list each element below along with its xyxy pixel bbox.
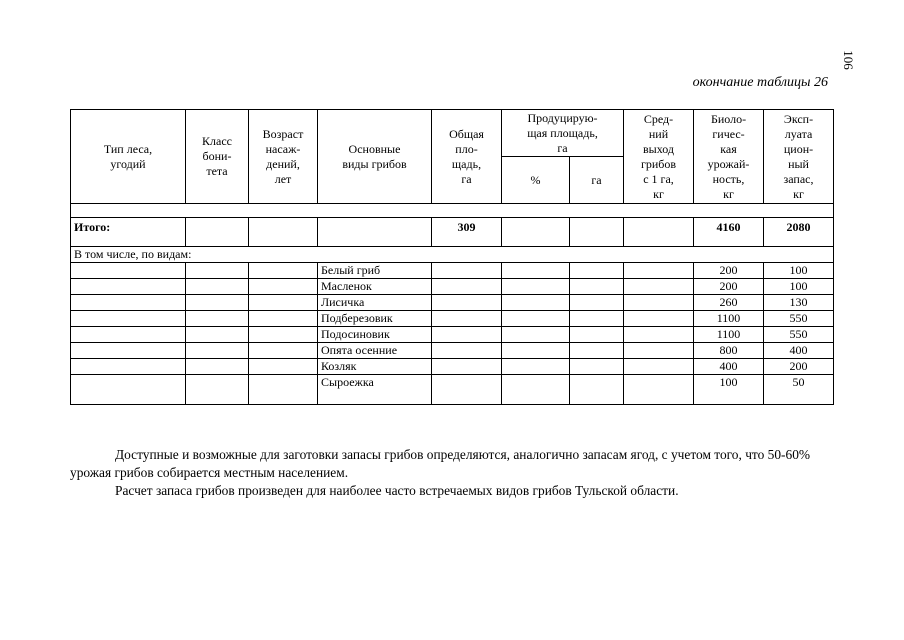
species-bio: 800 [694, 343, 764, 359]
header-exploit: Эксп- луата цион- ный запас, кг [764, 110, 834, 204]
header-bio-yield: Биоло- гичес- кая урожай- ность, кг [694, 110, 764, 204]
header-age: Возраст насаж- дений, лет [249, 110, 318, 204]
species-bio: 1100 [694, 311, 764, 327]
table-row [71, 311, 834, 327]
table-row [71, 279, 834, 295]
species-bio: 200 [694, 279, 764, 295]
header-bonitet: Класс бони- тета [186, 110, 249, 204]
species-bio: 200 [694, 263, 764, 279]
subheader-label: В том числе, по видам: [71, 247, 834, 263]
table-row [71, 375, 834, 405]
spacer-row [71, 204, 834, 218]
body-paragraph: Расчет запаса грибов произведен для наиболее часто встречаемых видов грибов Тульской области. [115, 483, 679, 498]
species-name: Сыроежка [318, 375, 432, 405]
table-caption: окончание таблицы 26 [692, 75, 828, 90]
species-exploit: 200 [764, 359, 834, 375]
species-exploit: 400 [764, 343, 834, 359]
species-name: Подберезовик [318, 311, 432, 327]
total-label: Итого: [71, 218, 186, 247]
header-species: Основные виды грибов [318, 110, 432, 204]
table-row [71, 295, 834, 311]
species-name: Масленок [318, 279, 432, 295]
total-exploit: 2080 [764, 218, 834, 247]
species-name: Козляк [318, 359, 432, 375]
table-row [71, 263, 834, 279]
species-exploit: 100 [764, 279, 834, 295]
species-exploit: 550 [764, 327, 834, 343]
species-name: Лисичка [318, 295, 432, 311]
subheader-row [71, 247, 834, 263]
species-exploit: 100 [764, 263, 834, 279]
table-row [71, 359, 834, 375]
species-exploit: 130 [764, 295, 834, 311]
total-row [71, 218, 834, 247]
species-name: Белый гриб [318, 263, 432, 279]
total-area: 309 [432, 218, 502, 247]
header-percent: % [502, 157, 570, 204]
table-row [71, 343, 834, 359]
species-bio: 400 [694, 359, 764, 375]
species-name: Опята осенние [318, 343, 432, 359]
species-bio: 100 [694, 375, 764, 405]
header-avg-yield: Сред- ний выход грибов с 1 га, кг [624, 110, 694, 204]
table-row [71, 327, 834, 343]
header-total-area: Общая пло- щадь, га [432, 110, 502, 204]
header-forest-type: Тип леса, угодий [71, 110, 186, 204]
species-bio: 1100 [694, 327, 764, 343]
total-bio: 4160 [694, 218, 764, 247]
species-name: Подосиновик [318, 327, 432, 343]
header-productive-area: Продуцирую- щая площадь, га [502, 110, 624, 157]
page-number: 106 [841, 50, 856, 70]
species-bio: 260 [694, 295, 764, 311]
body-paragraph: Доступные и возможные для заготовки запасы грибов определяются, аналогично запасам ягод, с учетом того, что 50-60% урожая грибов собирается местным населением. [70, 447, 811, 480]
species-exploit: 550 [764, 311, 834, 327]
header-ha: га [570, 157, 624, 204]
mushroom-table [70, 109, 834, 405]
species-exploit: 50 [764, 375, 834, 405]
